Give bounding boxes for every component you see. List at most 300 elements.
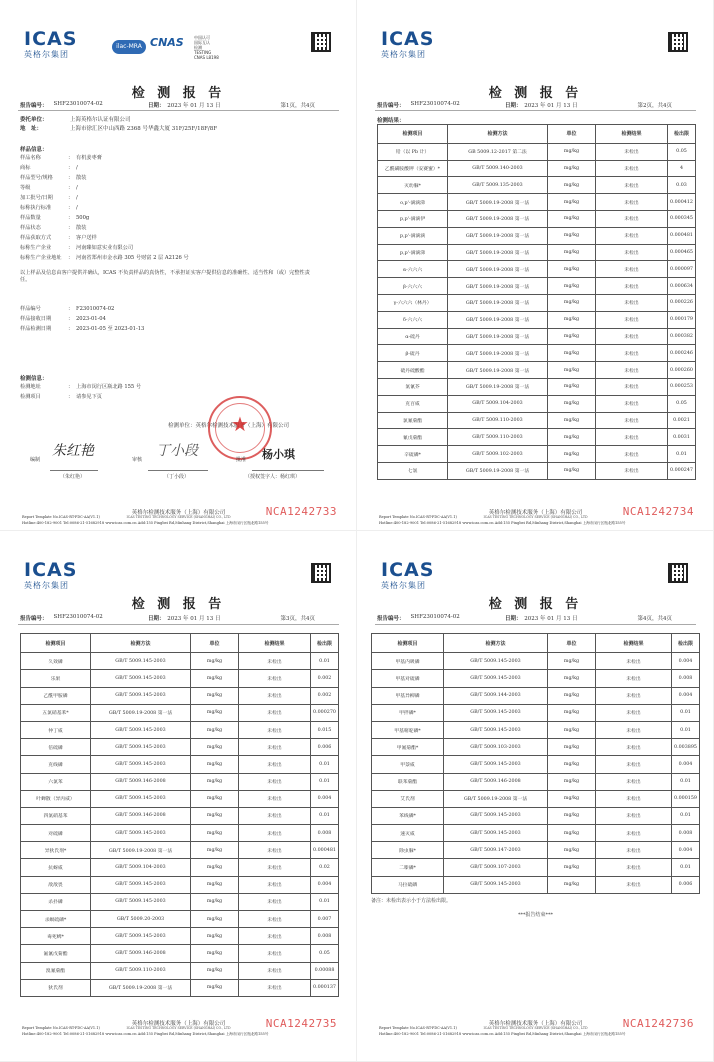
cell-method: GB/T 5009.19-2008 第一法 — [448, 462, 548, 479]
table-row — [378, 261, 696, 278]
compile-label: 编制 — [30, 457, 41, 463]
cell-method: GB/T 5009.19-2008 第一法 — [448, 294, 548, 311]
cell-result: 未检出 — [239, 842, 311, 859]
cell-result: 未检出 — [596, 311, 668, 328]
cell-unit: mg/kg — [191, 704, 239, 721]
cell-unit: mg/kg — [191, 790, 239, 807]
cell-result: 未检出 — [596, 210, 668, 227]
cell-result: 未检出 — [596, 328, 668, 345]
cell-limit: 0.01 — [672, 773, 700, 790]
field-value: 散装 — [76, 225, 87, 231]
report-date — [505, 101, 578, 109]
cell-unit: mg/kg — [548, 294, 596, 311]
cell-method: GB/T 5009.19-2008 第一法 — [448, 244, 548, 261]
cell-item: 杀扑磷 — [21, 893, 91, 910]
cell-unit: mg/kg — [548, 739, 596, 756]
page-number: 第3页，共4页 — [280, 616, 315, 622]
cell-limit: 0.01 — [672, 704, 700, 721]
logo-text: ICAS — [24, 28, 78, 50]
footer-template: Report Template No.ICAS-RT-FDC-AA(V1.1) — [379, 1026, 457, 1030]
cell-unit: mg/kg — [191, 739, 239, 756]
field-label: 样品检测日期 — [20, 326, 52, 332]
cell-result: 未检出 — [596, 825, 672, 842]
cell-item: 久效磷 — [21, 653, 91, 670]
field-label: 标称执行标准 — [20, 205, 52, 211]
cell-unit: mg/kg — [191, 945, 239, 962]
cell-item: 硫丹硫酸酯 — [378, 362, 448, 379]
cell-unit: mg/kg — [548, 412, 596, 429]
cell-method: GB/T 5009.104-2003 — [91, 859, 191, 876]
cell-limit: 0.000382 — [668, 328, 696, 345]
cell-result: 未检出 — [596, 194, 668, 211]
cell-limit: 0.000481 — [668, 227, 696, 244]
cell-result: 未检出 — [596, 756, 672, 773]
cell-limit: 0.000226 — [668, 294, 696, 311]
field-colon: ： — [68, 326, 74, 332]
cell-unit: mg/kg — [191, 773, 239, 790]
column-header-result: 检测结果 — [596, 125, 668, 144]
cell-result: 未检出 — [596, 859, 672, 876]
cell-item: o,p'-滴滴涕 — [378, 194, 448, 211]
footer-hotline: Hotline:400-182-9001 Tel:0086-21-51682918 www.icas.com.cn Add:155 Pingbei Rd,Minhang District,Shanghai 上海市闵行区瓶北路155号 — [379, 1032, 626, 1036]
cell-unit: mg/kg — [191, 807, 239, 824]
footer-company-en: ICAS TESTING TECHNOLOGY SERVICE (SHANGHAI) CO., LTD — [483, 515, 588, 519]
cell-result: 未检出 — [239, 687, 311, 704]
column-header-item: 检测项目 — [378, 125, 448, 144]
cell-result: 未检出 — [239, 876, 311, 893]
cell-item: 杀螟硫磷* — [21, 911, 91, 928]
cell-result: 未检出 — [596, 807, 672, 824]
cell-limit: 0.03 — [668, 177, 696, 194]
approve-label: 批准 — [236, 457, 247, 463]
sample-info-row — [20, 215, 89, 221]
cell-limit: 0.000481 — [311, 842, 339, 859]
cell-unit: mg/kg — [548, 687, 596, 704]
field-label: 样品获取方式 — [20, 235, 52, 241]
cell-unit: mg/kg — [548, 143, 596, 160]
field-colon: ： — [68, 306, 74, 312]
footer-company-en: ICAS TESTING TECHNOLOGY SERVICE (SHANGHAI) CO., LTD — [126, 515, 231, 519]
table-row — [372, 739, 700, 756]
divider — [375, 624, 696, 625]
cell-limit: 0.01 — [672, 859, 700, 876]
cell-item: 抗蚜威 — [21, 859, 91, 876]
ilac-mra-logo: ilac-MRA — [112, 40, 146, 54]
cell-item: 克百威 — [378, 395, 448, 412]
cell-item: 甲基异柳磷 — [372, 687, 444, 704]
report-title: 检 测 报 告 — [488, 86, 583, 101]
field-colon: ： — [68, 235, 74, 241]
table-row — [378, 412, 696, 429]
cell-limit: 0.01 — [311, 653, 339, 670]
client-row — [20, 116, 131, 124]
column-header-method: 检测方法 — [91, 634, 191, 653]
column-header-limit: 检出限 — [311, 634, 339, 653]
table-row — [21, 876, 339, 893]
column-header-item: 检测项目 — [372, 634, 444, 653]
table-row — [378, 227, 696, 244]
field-value: 河南省郑州市金水路 305 号财富 2 层 A2126 号 — [76, 255, 189, 261]
cell-item: γ-六六六（林丹） — [378, 294, 448, 311]
cell-method: GB/T 5009.19-2008 第一法 — [91, 704, 191, 721]
cell-item: 速灭威 — [372, 825, 444, 842]
cell-unit: mg/kg — [191, 687, 239, 704]
cell-result: 未检出 — [596, 446, 668, 463]
cell-unit: mg/kg — [548, 194, 596, 211]
cell-method: GB/T 5009.145-2003 — [91, 876, 191, 893]
cell-method: GB/T 5009.145-2003 — [91, 825, 191, 842]
report-date — [148, 101, 221, 109]
report-number: SHF23010074-02 — [53, 614, 103, 620]
icas-logo — [24, 561, 84, 591]
cell-item: 艾氏剂 — [372, 790, 444, 807]
cell-method: GB/T 5009.19-2008 第一法 — [448, 362, 548, 379]
column-header-unit: 单位 — [548, 125, 596, 144]
footer-company-en: ICAS TESTING TECHNOLOGY SERVICE (SHANGHAI) CO., LTD — [126, 1026, 231, 1030]
table-row — [378, 362, 696, 379]
cell-unit: mg/kg — [191, 842, 239, 859]
cell-item: 五氯硝基苯* — [21, 704, 91, 721]
table-row — [21, 825, 339, 842]
table-row — [372, 653, 700, 670]
field-colon: ： — [68, 155, 74, 161]
cell-result: 未检出 — [239, 945, 311, 962]
cell-result: 未检出 — [596, 412, 668, 429]
cell-item: 甲基嘧啶磷* — [372, 721, 444, 738]
cell-limit: 0.008 — [311, 928, 339, 945]
sample-info-row — [20, 225, 86, 231]
cell-item: β-六六六 — [378, 278, 448, 295]
sample-info-row — [20, 155, 102, 161]
cell-limit: 0.01 — [672, 721, 700, 738]
table-row — [21, 928, 339, 945]
table-row — [21, 687, 339, 704]
cnas-line: 检测 — [194, 45, 202, 50]
reviewer-name: （丁小段） — [164, 474, 190, 480]
cell-limit: 0.004 — [311, 876, 339, 893]
report-number: SHF23010074-02 — [53, 101, 103, 107]
cell-method: GB/T 5009.145-2003 — [444, 756, 548, 773]
cell-unit: mg/kg — [548, 790, 596, 807]
cell-limit: 0.05 — [668, 395, 696, 412]
cell-result: 未检出 — [596, 244, 668, 261]
cell-method: GB/T 5009.19-2008 第一法 — [448, 278, 548, 295]
report-page-3 — [0, 531, 357, 1062]
address-label: 地 址： — [20, 126, 43, 132]
cnas-line: CNAS L8198 — [194, 55, 219, 60]
sample-info-row — [20, 165, 78, 171]
table-header-row — [378, 125, 696, 144]
logo-text: ICAS — [381, 28, 435, 50]
cell-method: GB/T 5009.145-2003 — [444, 825, 548, 842]
cell-item: p,p'-滴滴涕 — [378, 244, 448, 261]
cell-limit: 0.004 — [672, 756, 700, 773]
table-row — [21, 670, 339, 687]
cell-unit: mg/kg — [548, 446, 596, 463]
cell-limit: 0.01 — [311, 773, 339, 790]
field-colon: ： — [68, 225, 74, 231]
table-row — [21, 756, 339, 773]
field-label: 样品编号 — [20, 306, 41, 312]
cell-result: 未检出 — [239, 928, 311, 945]
field-colon: ： — [68, 384, 74, 390]
cell-method: GB/T 5009.19-2008 第一法 — [448, 210, 548, 227]
cell-unit: mg/kg — [191, 859, 239, 876]
cell-item: 敌敌畏 — [21, 876, 91, 893]
table-row — [372, 756, 700, 773]
column-header-method: 检测方法 — [448, 125, 548, 144]
cell-limit: 0.004 — [672, 842, 700, 859]
compiler-signature: 朱红艳 — [52, 443, 94, 459]
cell-result: 未检出 — [239, 962, 311, 979]
footer-company: 英格尔检测技术服务（上海）有限公司 — [131, 1021, 226, 1027]
table-row — [372, 670, 700, 687]
table-row — [378, 244, 696, 261]
cell-method: GB/T 5009.145-2003 — [444, 704, 548, 721]
seal-star-icon: ★ — [231, 412, 249, 436]
cell-item: 二嗪磷* — [372, 859, 444, 876]
table-header-row — [21, 634, 339, 653]
cell-result: 未检出 — [596, 177, 668, 194]
field-value: 散装 — [76, 175, 87, 181]
cell-method: GB/T 5009.146-2008 — [91, 945, 191, 962]
cell-result: 未检出 — [239, 979, 311, 996]
footer-company-en: ICAS TESTING TECHNOLOGY SERVICE (SHANGHAI) CO., LTD — [483, 1026, 588, 1030]
compiler-name: （朱红艳） — [60, 474, 86, 480]
table-row — [21, 893, 339, 910]
cell-item: 灭幼脲* — [378, 177, 448, 194]
cell-result: 未检出 — [596, 227, 668, 244]
cell-item: 溴氰菊酯 — [21, 962, 91, 979]
table-row — [21, 773, 339, 790]
cell-result: 未检出 — [596, 842, 672, 859]
qr-code-icon — [311, 32, 331, 52]
cell-result: 未检出 — [239, 739, 311, 756]
table-row — [378, 160, 696, 177]
cell-item: 联苯菊酯 — [372, 773, 444, 790]
results-table — [371, 633, 700, 894]
cell-item: α-硫丹 — [378, 328, 448, 345]
cell-unit: mg/kg — [548, 362, 596, 379]
report-date — [148, 614, 221, 622]
signature-line — [148, 470, 208, 471]
cell-unit: mg/kg — [548, 345, 596, 362]
column-header-method: 检测方法 — [444, 634, 548, 653]
cell-item: 甲拌磷* — [372, 704, 444, 721]
cell-limit: 0.01 — [672, 807, 700, 824]
cell-method: GB 5009.12-2017 第二法 — [448, 143, 548, 160]
cell-limit: 0.000246 — [668, 345, 696, 362]
cell-unit: mg/kg — [548, 859, 596, 876]
table-row — [21, 790, 339, 807]
cell-unit: mg/kg — [191, 721, 239, 738]
field-value: 上海市闵行区瓶北路 155 号 — [76, 384, 142, 390]
cell-item: α-六六六 — [378, 261, 448, 278]
cnas-line: 国际互认 — [194, 40, 210, 45]
cell-result: 未检出 — [239, 653, 311, 670]
cnas-line: 中国认可 — [194, 35, 210, 40]
table-row — [21, 807, 339, 824]
cell-result: 未检出 — [596, 721, 672, 738]
cell-result: 未检出 — [239, 825, 311, 842]
divider — [18, 110, 339, 111]
cnas-accreditation-text — [194, 35, 234, 60]
results-table — [377, 124, 696, 480]
sample-info-row — [20, 245, 133, 251]
cell-result: 未检出 — [596, 704, 672, 721]
date-label: 日期： — [505, 616, 519, 622]
cell-limit: 0.05 — [668, 143, 696, 160]
field-value: 客户送样 — [76, 235, 97, 241]
table-row — [21, 842, 339, 859]
table-row — [378, 378, 696, 395]
table-row — [378, 294, 696, 311]
test-info-row — [20, 394, 102, 400]
signature-line — [50, 470, 98, 471]
cell-unit: mg/kg — [548, 807, 596, 824]
table-row — [21, 704, 339, 721]
cell-limit: 0.05 — [311, 945, 339, 962]
table-row — [378, 429, 696, 446]
cell-item: 克线磷 — [21, 756, 91, 773]
cell-limit: 0.000253 — [668, 378, 696, 395]
table-row — [21, 721, 339, 738]
field-value: 请参见下页 — [76, 394, 102, 400]
cell-limit: 4 — [668, 160, 696, 177]
cell-unit: mg/kg — [548, 227, 596, 244]
cell-unit: mg/kg — [191, 670, 239, 687]
cell-method: GB/T 5009.19-2008 第一法 — [91, 979, 191, 996]
cell-item: 苯线磷* — [372, 807, 444, 824]
cell-result: 未检出 — [239, 807, 311, 824]
report-title: 检 测 报 告 — [131, 597, 226, 612]
cell-item: 氯氰菊酯 — [378, 412, 448, 429]
cell-limit: 0.000137 — [311, 979, 339, 996]
report-number: SHF23010074-02 — [410, 614, 460, 620]
cell-method: GB/T 5009.19-2008 第一法 — [448, 194, 548, 211]
cell-item: 乙酰磺胺酸钾（安赛蜜）* — [378, 160, 448, 177]
field-label: 检测项目 — [20, 394, 41, 400]
table-row — [372, 704, 700, 721]
cnas-logo: CNAS — [150, 36, 184, 49]
field-label: 样品名称 — [20, 155, 41, 161]
field-label: 样品型号/规格 — [20, 175, 53, 181]
field-label: 标称生产企业 — [20, 245, 52, 251]
cell-method: GB/T 5009.145-2003 — [91, 670, 191, 687]
cell-method: GB/T 5009.19-2008 第一法 — [448, 261, 548, 278]
table-row — [378, 345, 696, 362]
cell-limit: 0.00088 — [311, 962, 339, 979]
cell-item: 铅（以 Pb 计） — [378, 143, 448, 160]
table-row — [21, 739, 339, 756]
cell-item: p,p'-滴滴滴 — [378, 227, 448, 244]
cell-result: 未检出 — [239, 773, 311, 790]
cell-item: 四氯硝基苯 — [21, 807, 91, 824]
cell-unit: mg/kg — [548, 670, 596, 687]
cell-limit: 0.006 — [672, 876, 700, 893]
review-label: 审核 — [132, 457, 143, 463]
report-number-label: 报告编号： — [20, 103, 48, 109]
field-colon: ： — [68, 195, 74, 201]
cell-limit: 0.000345 — [668, 210, 696, 227]
cell-method: GB/T 5009.19-2008 第一法 — [91, 842, 191, 859]
cell-result: 未检出 — [596, 160, 668, 177]
cell-result: 未检出 — [596, 462, 668, 479]
cell-item: 六氯苯 — [21, 773, 91, 790]
divider — [18, 624, 339, 625]
approver-signature: 杨小琪 — [262, 448, 295, 461]
field-value: 500g — [76, 215, 90, 221]
cell-limit: 0.01 — [311, 807, 339, 824]
field-colon: ： — [68, 255, 74, 261]
divider — [375, 110, 696, 111]
footer-company: 英格尔检测技术服务（上海）有限公司 — [131, 510, 226, 516]
logo-cn-text: 英格尔集团 — [24, 50, 69, 59]
cell-unit: mg/kg — [191, 911, 239, 928]
cell-unit: mg/kg — [548, 756, 596, 773]
cell-limit: 0.000097 — [668, 261, 696, 278]
cell-method: GB/T 5009.110-2003 — [448, 412, 548, 429]
results-note: 备注：未检出表示小于方法检出限。 — [371, 898, 452, 904]
cell-method: GB/T 5009.145-2003 — [91, 893, 191, 910]
cell-result: 未检出 — [596, 345, 668, 362]
table-row — [372, 807, 700, 824]
cell-item: 倍硫磷 — [21, 739, 91, 756]
field-value: / — [76, 195, 78, 201]
cell-limit: 0.000159 — [672, 790, 700, 807]
column-header-unit: 单位 — [548, 634, 596, 653]
report-meta — [377, 614, 694, 622]
date-label: 日期： — [505, 103, 519, 109]
test-info-row — [20, 384, 141, 390]
sample-info-row — [20, 235, 97, 241]
report-code: NCA1242735 — [265, 1017, 337, 1030]
cell-item: β-硫丹 — [378, 345, 448, 362]
report-number-label: 报告编号： — [377, 103, 405, 109]
cell-limit: 0.002 — [311, 687, 339, 704]
cell-item: 氟氰戊菊酯 — [21, 945, 91, 962]
cell-result: 未检出 — [596, 773, 672, 790]
cell-unit: mg/kg — [548, 876, 596, 893]
reviewer-signature: 丁小段 — [156, 443, 198, 459]
table-row — [21, 945, 339, 962]
field-label: 标称生产企业地址 — [20, 255, 62, 261]
cell-result: 未检出 — [239, 790, 311, 807]
cell-method: GB/T 5009.145-2003 — [91, 721, 191, 738]
cell-result: 未检出 — [239, 721, 311, 738]
disclaimer: 以上样品及信息由客户提供并确认，ICAS 不负责样品的真伪性，不承担证实客户提供信息的准确性、适当性和（或）完整性责任。 — [20, 270, 310, 283]
cell-limit: 0.004 — [672, 687, 700, 704]
cell-result: 未检出 — [596, 670, 672, 687]
cell-item: 马拉硫磷 — [372, 876, 444, 893]
cell-method: GB/T 5009.146-2008 — [91, 807, 191, 824]
field-colon: ： — [68, 185, 74, 191]
report-number-label: 报告编号： — [377, 616, 405, 622]
report-code: NCA1242734 — [622, 505, 694, 518]
report-code: NCA1242736 — [622, 1017, 694, 1030]
cell-limit: 0.0031 — [668, 429, 696, 446]
footer-template: Report Template No.ICAS-RT-FDC-AA(V1.1) — [379, 515, 457, 519]
sample-reference-row — [20, 326, 144, 332]
cell-method: GB/T 5009.19-2008 第一法 — [444, 790, 548, 807]
column-header-limit: 检出限 — [668, 125, 696, 144]
column-header-result: 检测结果 — [239, 634, 311, 653]
cell-method: GB/T 5009.145-2003 — [444, 876, 548, 893]
footer-company: 英格尔检测技术服务（上海）有限公司 — [488, 1021, 583, 1027]
table-row — [21, 859, 339, 876]
cell-method: GB/T 5009.19-2008 第一法 — [448, 311, 548, 328]
cell-limit: 0.0021 — [668, 412, 696, 429]
